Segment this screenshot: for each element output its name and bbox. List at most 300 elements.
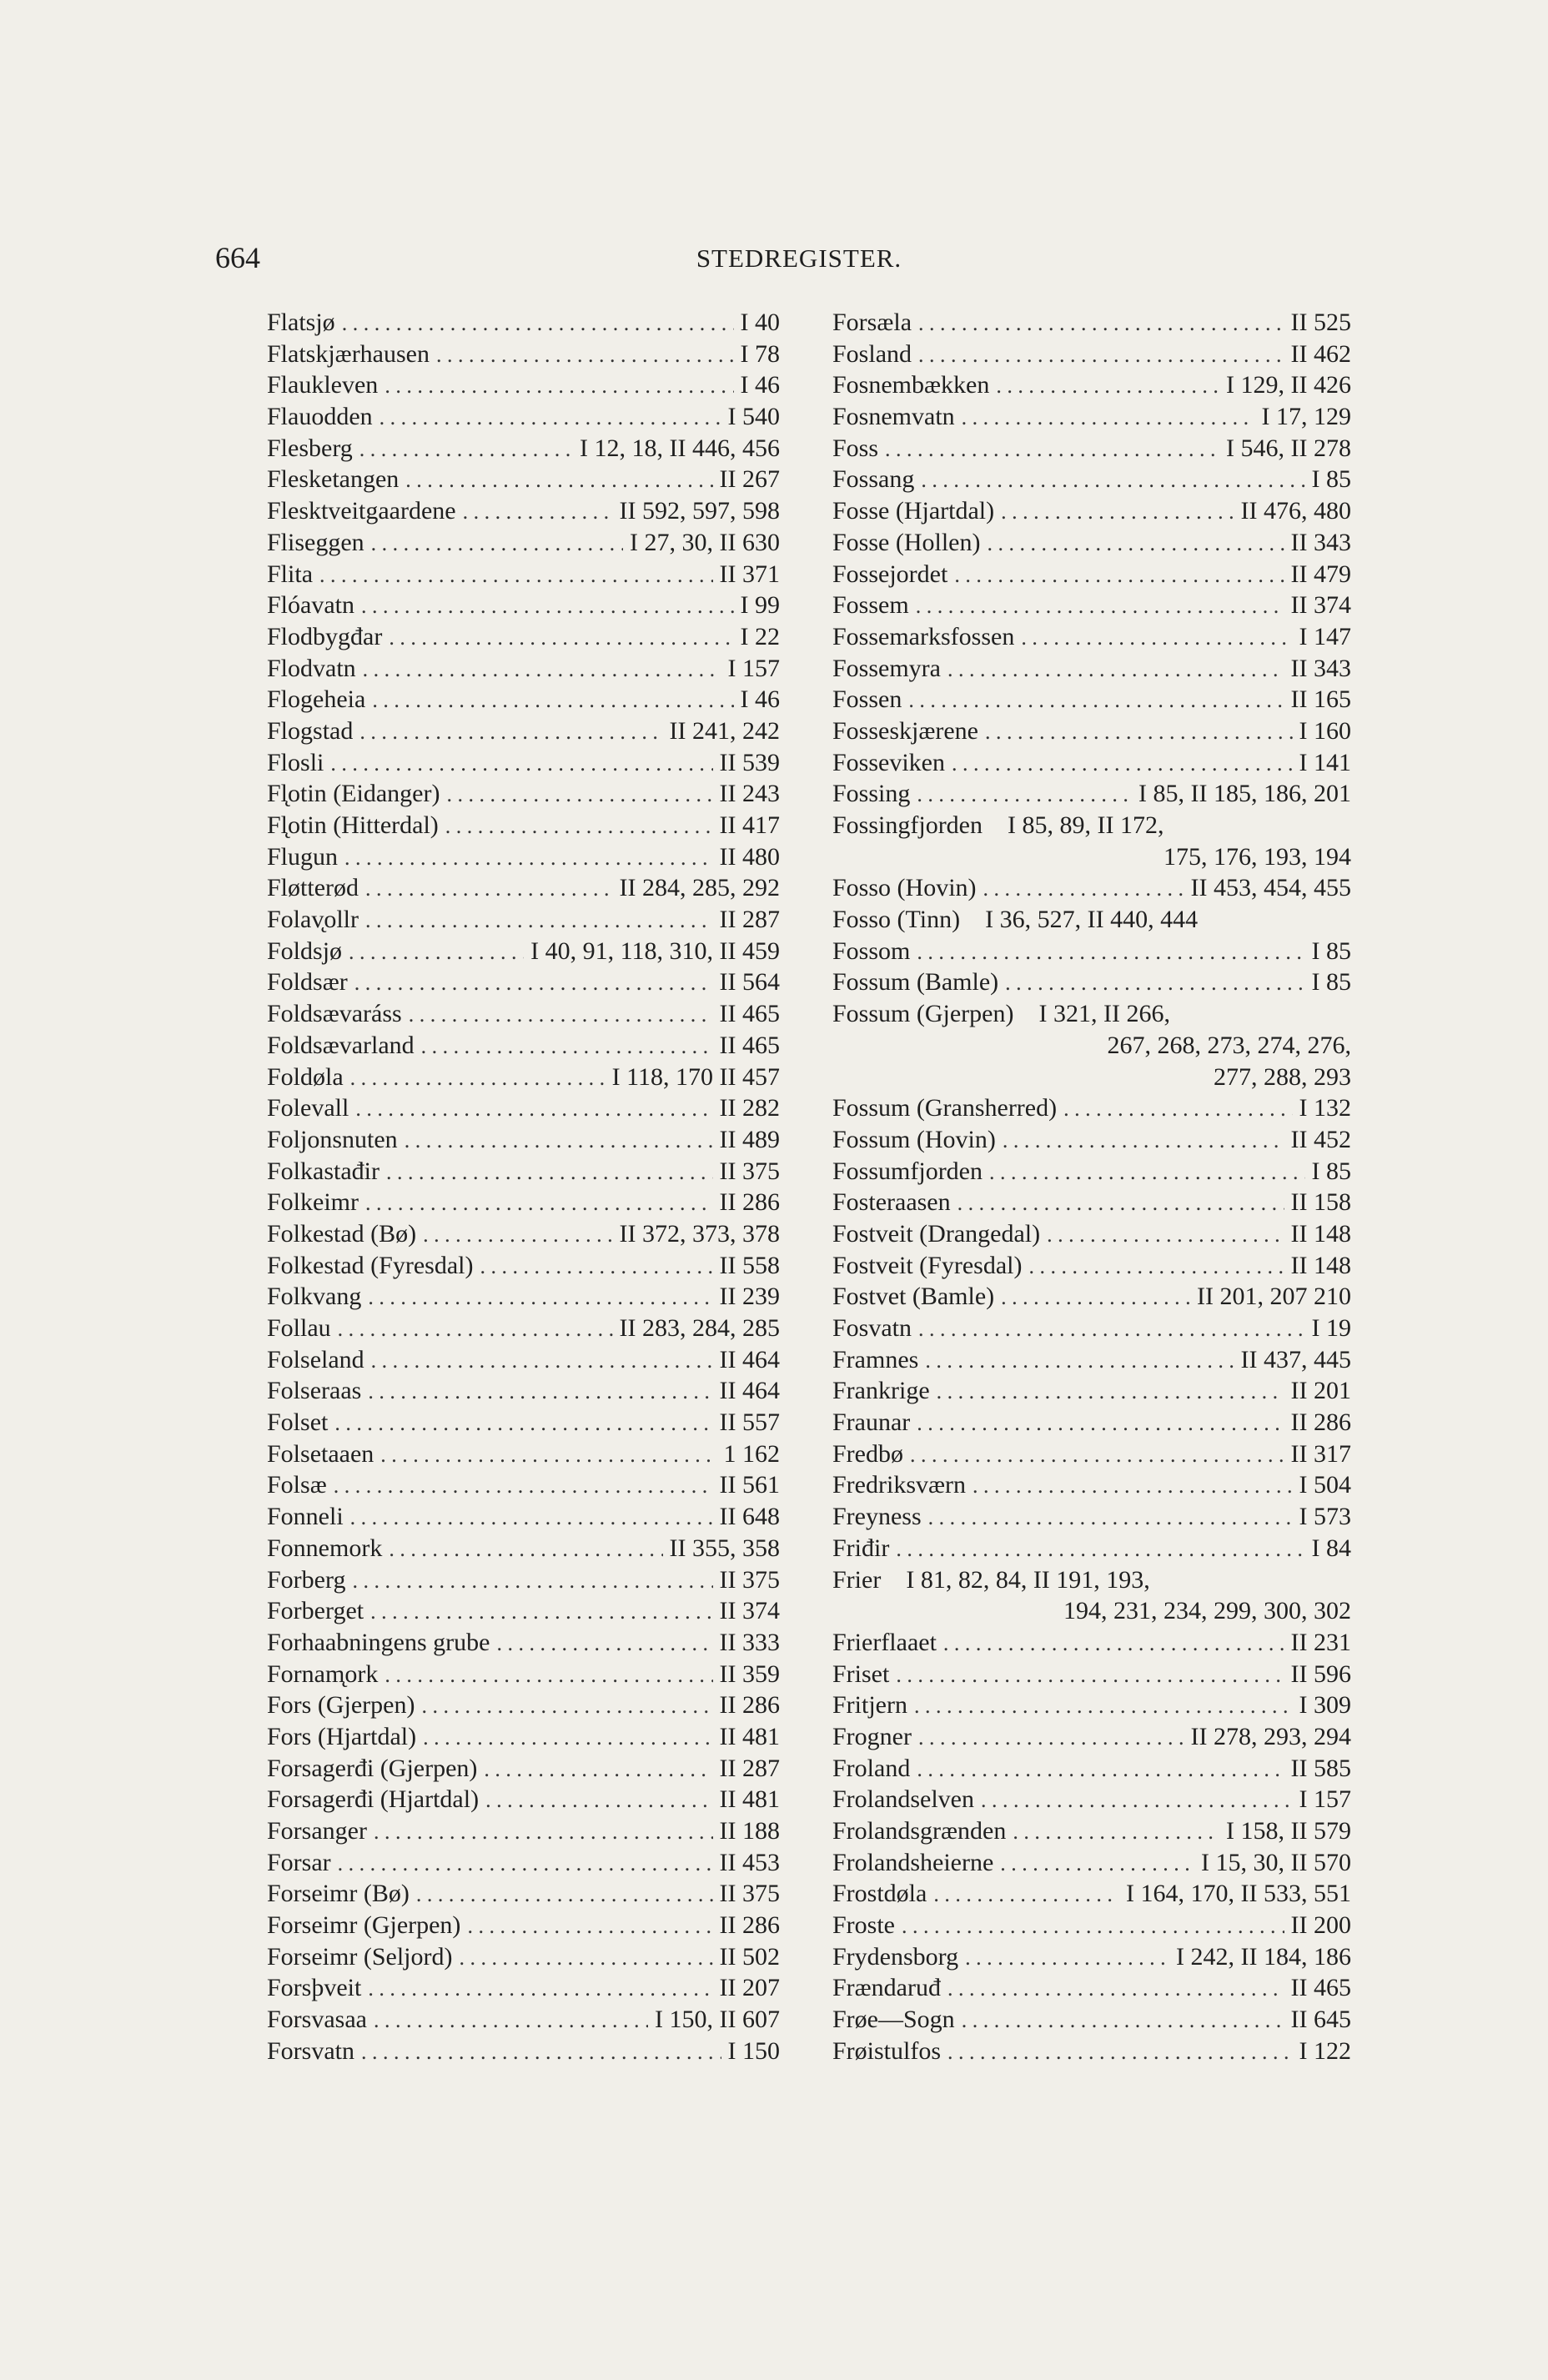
leader-dots (954, 560, 1284, 591)
entry-name: Flodvatn (267, 654, 356, 682)
entry-name: Flosli (267, 748, 324, 776)
entry-name: Flogstad (267, 716, 354, 745)
index-entry (267, 401, 780, 433)
entry-reference: II 359 (719, 1659, 780, 1688)
entry-name: Fostveit (Drangedal) (832, 1219, 1041, 1248)
leader-dots (981, 1785, 1293, 1816)
leader-dots (983, 873, 1184, 905)
entry-name: Flesberg (267, 434, 353, 462)
leader-dots (1021, 622, 1292, 654)
entry-name: Foldøla (267, 1062, 344, 1091)
entry-reference: I 85 (1311, 936, 1351, 965)
index-entry (832, 1124, 1351, 1156)
entry-reference: II 284, 285, 292 (619, 874, 780, 902)
index-entry (267, 1595, 780, 1627)
index-entry (832, 1564, 1351, 1596)
leader-dots (374, 1816, 713, 1848)
entry-name: Friset (832, 1659, 890, 1688)
leader-dots (386, 1157, 713, 1188)
index-entry (832, 653, 1351, 685)
entry-reference: I 132 (1299, 1094, 1351, 1122)
entry-reference: II 201, 207 210 (1197, 1283, 1351, 1311)
entry-reference: II 480 (719, 842, 780, 871)
leader-dots (350, 1062, 606, 1094)
entry-reference: I 36, 527, II 440, 444 (985, 906, 1199, 934)
leader-dots (363, 654, 721, 685)
entry-name: Forsvatn (267, 2036, 354, 2065)
entry-reference: II 148 (1290, 1219, 1351, 1248)
entry-reference: I 157 (1299, 1785, 1351, 1814)
leader-dots (918, 339, 1284, 371)
entry-reference: I 85, II 185, 186, 201 (1138, 780, 1351, 808)
entry-reference: II 343 (1290, 654, 1351, 682)
index-entry (832, 1092, 1351, 1124)
entry-reference: II 525 (1290, 309, 1351, 336)
entry-reference: 1 162 (723, 1439, 780, 1468)
entry-reference: I 84 (1311, 1534, 1351, 1562)
index-entry (267, 904, 780, 936)
entry-reference: I 85 (1311, 968, 1351, 997)
index-entry (832, 1344, 1351, 1376)
entry-reference: II 465 (719, 1000, 780, 1028)
entry-reference: II 278, 293, 294 (1190, 1722, 1351, 1750)
entry-name: Fossejordet (832, 560, 948, 588)
entry-reference: II 286 (719, 1911, 780, 1940)
entry-reference: II 201 (1290, 1377, 1351, 1405)
entry-name: Folsetaaen (267, 1439, 374, 1468)
index-entry (267, 1533, 780, 1564)
entry-reference: I 85, 89, II 172, (1008, 811, 1164, 839)
entry-reference: I 141 (1299, 748, 1351, 776)
leader-dots (962, 2005, 1284, 2036)
leader-dots (421, 1031, 713, 1062)
index-entry (267, 747, 780, 779)
entry-name: Fl̨otin (Hitterdal) (267, 811, 439, 839)
index-entry (832, 464, 1351, 495)
index-entry (267, 1847, 780, 1879)
entry-reference: II 243 (719, 780, 780, 808)
entry-reference: II 592, 597, 598 (619, 497, 780, 525)
entry-reference: II 333 (719, 1628, 780, 1656)
entry-reference: I 19 (1311, 1314, 1351, 1342)
leader-dots (405, 1125, 713, 1157)
index-entry (832, 1407, 1351, 1439)
entry-reference: II 648 (719, 1503, 780, 1531)
entry-name: Folevall (267, 1094, 349, 1122)
index-entry (267, 1439, 780, 1470)
leader-dots (374, 2005, 648, 2036)
leader-dots (928, 1502, 1293, 1534)
index-entry (832, 1469, 1351, 1501)
entry-name: Frostdøla (832, 1880, 927, 1908)
index-entry (267, 810, 780, 841)
index-entry (832, 495, 1351, 527)
entry-reference: II 464 (719, 1345, 780, 1373)
index-entry (832, 967, 1351, 998)
entry-name: Forsvasaa (267, 2006, 367, 2034)
leader-dots (368, 1973, 712, 2005)
entry-name: Frogner (832, 1722, 912, 1750)
leader-dots (421, 1690, 712, 1722)
entry-reference: I 309 (1299, 1691, 1351, 1720)
entry-reference: II 417 (719, 811, 780, 839)
entry-reference: II 374 (1290, 591, 1351, 620)
entry-reference: II 557 (719, 1408, 780, 1437)
entry-name: Fosse (Hollen) (832, 528, 981, 556)
leader-dots (459, 1942, 712, 1974)
entry-name: Fonneli (267, 1503, 344, 1531)
leader-dots (389, 622, 733, 654)
entry-reference: II 165 (1290, 685, 1351, 714)
leader-dots (368, 1282, 712, 1313)
index-entry (832, 559, 1351, 590)
leader-dots (409, 999, 713, 1031)
entry-reference: II 148 (1290, 1251, 1351, 1279)
entry-reference: II 200 (1290, 1911, 1351, 1940)
index-entry (267, 464, 780, 495)
leader-dots (361, 590, 734, 622)
entry-reference: II 481 (719, 1785, 780, 1814)
page-number: 664 (215, 241, 260, 274)
index-entry (267, 590, 780, 621)
entry-reference: I 27, 30, II 630 (630, 528, 780, 556)
leader-dots (359, 434, 573, 465)
index-entry (832, 1281, 1351, 1313)
index-entry (267, 1250, 780, 1282)
leader-dots (902, 1911, 1284, 1942)
entry-reference: I 22 (740, 622, 780, 650)
entry-reference: I 85 (1311, 465, 1351, 494)
entry-name: Fosteraasen (832, 1188, 951, 1217)
entry-reference: I 242, II 184, 186 (1176, 1942, 1351, 1971)
entry-reference: II 286 (719, 1188, 780, 1217)
entry-reference: I 122 (1299, 2036, 1351, 2065)
entry-reference: II 371 (719, 560, 780, 588)
leader-dots (962, 402, 1255, 434)
leader-dots (952, 748, 1293, 780)
entry-name: Folset (267, 1408, 329, 1437)
entry-name: Fosnemvatn (832, 403, 955, 431)
index-entry (832, 872, 1351, 904)
entry-name: Folseraas (267, 1377, 362, 1405)
entry-reference: I 504 (1299, 1471, 1351, 1499)
leader-dots (330, 748, 712, 780)
index-entry (267, 1344, 780, 1376)
entry-reference: II 476, 480 (1240, 497, 1351, 525)
index-entry (832, 1313, 1351, 1344)
entry-name: Fredriksværn (832, 1471, 966, 1499)
leader-dots (359, 716, 662, 748)
entry-reference: II 561 (719, 1471, 780, 1499)
entry-name: Freyness (832, 1503, 922, 1531)
index-entry (832, 1156, 1351, 1187)
index-entry (267, 1092, 780, 1124)
index-column-left (267, 307, 780, 2067)
entry-reference: I 147 (1299, 622, 1351, 650)
entry-name: Frolandsgrænden (832, 1817, 1007, 1845)
leader-dots (896, 1659, 1284, 1691)
index-entry (267, 433, 780, 464)
entry-reference: II 239 (719, 1283, 780, 1311)
index-entry (267, 967, 780, 998)
index-entry (267, 307, 780, 339)
entry-reference: I 157 (727, 654, 780, 682)
entry-reference: I 12, 18, II 446, 456 (580, 434, 780, 462)
leader-dots (334, 1408, 712, 1439)
entry-name: Fossem (832, 591, 909, 620)
entry-reference: I 150 (727, 2036, 780, 2065)
leader-dots (1005, 967, 1304, 999)
entry-reference: II 502 (719, 1942, 780, 1971)
entry-reference: II 462 (1290, 339, 1351, 368)
index-entry (832, 716, 1351, 747)
entry-name: Folav̨ollr (267, 906, 359, 934)
entry-reference: II 374 (719, 1597, 780, 1625)
entry-name: Fosland (832, 339, 912, 368)
leader-dots (985, 716, 1293, 748)
leader-dots (914, 1690, 1293, 1722)
index-entry (832, 936, 1351, 967)
leader-dots (916, 590, 1284, 622)
index-entry (267, 1218, 780, 1250)
entry-name: Frøistulfos (832, 2036, 942, 2065)
leader-dots (354, 967, 713, 999)
entry-reference: II 539 (719, 748, 780, 776)
page-title: STEDREGISTER. (696, 244, 902, 273)
entry-reference: I 160 (1299, 716, 1351, 745)
leader-dots (445, 811, 713, 842)
entry-continuation: 277, 288, 293 (1214, 1062, 1351, 1091)
entry-reference: I 17, 129 (1261, 403, 1351, 431)
entry-name: Frolandselven (832, 1785, 974, 1814)
entry-reference: II 231 (1290, 1628, 1351, 1656)
entry-reference: II 481 (719, 1722, 780, 1750)
leader-dots (371, 1345, 713, 1377)
entry-reference: II 267 (719, 465, 780, 494)
index-entry (267, 1972, 780, 2004)
index-entry (267, 998, 780, 1030)
entry-reference: I 40 (740, 309, 780, 336)
entry-name: Folkvang (267, 1283, 362, 1311)
entry-name: Fredbø (832, 1439, 903, 1468)
entry-name: Frolandsheierne (832, 1848, 994, 1876)
entry-name: Friđir (832, 1534, 890, 1562)
index-entry (832, 527, 1351, 559)
leader-dots (910, 1439, 1284, 1471)
leader-dots (361, 2036, 721, 2068)
index-entry (267, 841, 780, 873)
entry-name: Forhaabningens grube (267, 1628, 490, 1656)
leader-dots (338, 1848, 713, 1880)
entry-name: Fossum (Gransherred) (832, 1094, 1058, 1122)
entry-name: Fritjern (832, 1691, 907, 1720)
entry-reference: II 286 (1290, 1408, 1351, 1437)
index-entry (267, 1375, 780, 1407)
leader-dots (365, 905, 713, 936)
leader-dots (996, 370, 1219, 402)
index-entry (267, 2004, 780, 2036)
leader-dots (389, 1534, 662, 1565)
entry-reference: I 81, 82, 84, II 191, 193, (906, 1565, 1150, 1594)
entry-name: Foldsær (267, 968, 348, 997)
index-entry (832, 1533, 1351, 1564)
entry-name: Folseland (267, 1345, 364, 1373)
entry-name: Fosvatn (832, 1314, 912, 1342)
index-entry (832, 904, 1351, 936)
leader-dots (380, 1439, 716, 1471)
entry-name: Foldsævarland (267, 1031, 415, 1059)
leader-dots (921, 464, 1304, 496)
index-entry (267, 1407, 780, 1439)
index-entry (832, 1501, 1351, 1533)
entry-name: Fossang (832, 465, 915, 494)
leader-dots (344, 842, 712, 874)
entry-name: Follau (267, 1314, 331, 1342)
entry-reference: II 464 (719, 1377, 780, 1405)
entry-name: Flatsjø (267, 309, 335, 336)
leader-dots (918, 308, 1284, 339)
index-entry (267, 1941, 780, 1973)
entry-name: Flatskjærhausen (267, 339, 430, 368)
leader-dots (947, 1973, 1284, 2005)
index-column-right (832, 307, 1351, 2067)
index-entry (267, 653, 780, 685)
index-entry (832, 684, 1351, 716)
index-entry (832, 1659, 1351, 1690)
entry-reference: II 375 (719, 1157, 780, 1185)
entry-reference: II 375 (719, 1880, 780, 1908)
leader-dots (405, 464, 712, 496)
entry-name: Fosseviken (832, 748, 945, 776)
entry-name: Fossen (832, 685, 902, 714)
leader-dots (480, 1251, 712, 1283)
entry-name: Folkestad (Bø) (267, 1219, 417, 1248)
entry-name: Fonnemork (267, 1534, 383, 1562)
entry-name: Flaukleven (267, 371, 379, 399)
entry-reference: I 46 (740, 371, 780, 399)
entry-reference: II 564 (719, 968, 780, 997)
entry-name: Folkestad (Fyresdal) (267, 1251, 474, 1279)
leader-dots (365, 1187, 713, 1219)
leader-dots (885, 434, 1219, 465)
entry-reference: II 437, 445 (1240, 1345, 1351, 1373)
entry-reference: I 573 (1299, 1503, 1351, 1531)
leader-dots (350, 1502, 713, 1534)
leader-dots (436, 339, 734, 371)
entry-reference: II 355, 358 (669, 1534, 780, 1562)
index-entry (267, 778, 780, 810)
leader-dots (355, 1093, 712, 1125)
index-entry (267, 495, 780, 527)
entry-name: Forseimr (Bø) (267, 1880, 410, 1908)
entry-reference: I 15, 30, II 570 (1201, 1848, 1351, 1876)
entry-continuation: 175, 176, 193, 194 (1164, 842, 1351, 871)
entry-name: Forseimr (Gjerpen) (267, 1911, 461, 1940)
entry-name: Folkastađir (267, 1157, 379, 1185)
index-entry (267, 1281, 780, 1313)
index-entry (832, 433, 1351, 464)
entry-continuation: 194, 231, 234, 299, 300, 302 (1063, 1597, 1351, 1625)
leader-dots (372, 685, 733, 716)
index-entry (832, 998, 1351, 1030)
index-entry (832, 1972, 1351, 2004)
leader-dots (370, 1596, 712, 1628)
entry-name: Fossum (Gjerpen) (832, 1000, 1014, 1028)
entry-reference: I 321, II 266, (1038, 1000, 1170, 1028)
entry-reference: II 343 (1290, 528, 1351, 556)
index-entry (267, 1721, 780, 1753)
entry-reference: II 158 (1290, 1188, 1351, 1217)
entry-name: Fosso (Tinn) (832, 906, 961, 934)
index-entry (832, 1187, 1351, 1218)
entry-reference: I 40, 91, 118, 310, II 459 (530, 936, 780, 965)
index-entry (267, 1564, 780, 1596)
index-entry (832, 1784, 1351, 1815)
leader-dots (334, 1470, 713, 1502)
entry-name: Fornam̨ork (267, 1659, 379, 1688)
entry-name: Fosse (Hjartdal) (832, 497, 995, 525)
entry-name: Fossumfjorden (832, 1157, 983, 1185)
leader-dots (423, 1722, 712, 1754)
index-entry (832, 1690, 1351, 1721)
index-entry (832, 778, 1351, 810)
entry-reference: II 452 (1290, 1125, 1351, 1153)
entry-reference: II 286 (719, 1691, 780, 1720)
entry-name: Flogeheia (267, 685, 366, 714)
entry-reference: I 85 (1311, 1157, 1351, 1185)
entry-name: Fosseskjærene (832, 716, 978, 745)
leader-dots (1047, 1219, 1284, 1251)
entry-reference: I 46 (740, 685, 780, 714)
leader-dots (467, 1911, 712, 1942)
entry-name: Foldsævaráss (267, 1000, 402, 1028)
leader-dots (917, 779, 1132, 811)
entry-reference: I 546, II 278 (1226, 434, 1351, 462)
leader-dots (1063, 1093, 1292, 1125)
entry-reference: I 129, II 426 (1226, 371, 1351, 399)
entry-name: Forsagerđi (Gjerpen) (267, 1754, 478, 1782)
index-entry (267, 2036, 780, 2067)
index-entry (832, 1815, 1351, 1847)
index-entry (832, 369, 1351, 401)
entry-reference: II 596 (1290, 1659, 1351, 1688)
entry-reference: I 150, II 607 (655, 2006, 780, 2034)
entry-name: Framnes (832, 1345, 919, 1373)
entry-reference: I 118, 170 II 457 (611, 1062, 780, 1091)
entry-name: Flesketangen (267, 465, 400, 494)
entry-name: Fossingfjorden (832, 811, 983, 839)
leader-dots (384, 1659, 712, 1691)
entry-name: Flesktveitgaardene (267, 497, 456, 525)
entry-name: Forberget (267, 1597, 364, 1625)
leader-dots (918, 1313, 1304, 1345)
index-entry (267, 1469, 780, 1501)
entry-name: Fors (Gjerpen) (267, 1691, 415, 1720)
index-entry (832, 2004, 1351, 2036)
entry-reference: II 287 (719, 1754, 780, 1782)
index-entry (267, 1627, 780, 1659)
index-entry (267, 872, 780, 904)
index-entry (832, 1439, 1351, 1470)
entry-reference: II 188 (719, 1817, 780, 1845)
index-entry (267, 1815, 780, 1847)
entry-name: Forsar (267, 1848, 331, 1876)
leader-dots (423, 1219, 612, 1251)
leader-dots (989, 1157, 1305, 1188)
index-entry (832, 810, 1351, 841)
index-entry (832, 1847, 1351, 1879)
leader-dots (365, 873, 613, 905)
